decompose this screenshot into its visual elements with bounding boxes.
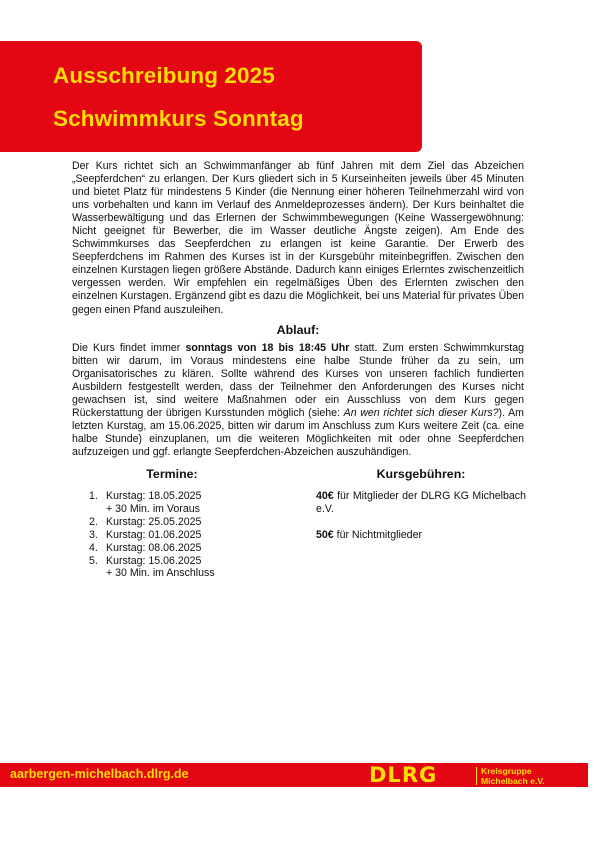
fee-label: für Nichtmitglieder	[333, 528, 422, 541]
details-section	[72, 467, 524, 607]
ablauf-text: statt. Zum ersten Schwimmkurstag bitten wir darum, im Voraus mindestens eine halbe Stunde früher da zu sein, um Organisatorisches zu klären. Sollte während des Kurses von unseren fachlich fundierten Ausbildern festgestellt werden, dass der Teilnehmer den Anforderungen des Kurses nicht gewachsen ist, sind weitere Maßnahmen oder ein Ausschluss von dem Kurs gegen Rückerstattung der übrigen Kursstunden möglich (siehe:	[72, 341, 525, 419]
ablauf-text: Die Kurs findet immer	[72, 341, 186, 354]
intro-paragraph: Der Kurs richtet sich an Schwimmanfänger ab fünf Jahren mit dem Ziel das Abzeichen „Seepferdchen“ zu erlangen. Der Kurs gliedert sich in 5 Kurseinheiten jeweils über 45 Minuten und bietet Platz für mindestens 5 Kinder (die Nennung einer höheren Teilnehmerzahl wird von uns vorbehalten und kann im Verlauf des Anmeldeprozesses ändern). Der Kurs beinhaltet die Wasserbewältigung und das Erlernen der Schwimmbewegungen (Keine Wassergewöhnung: Nicht geeignet für Bewerber, die im Wasser deutliche Ängste zeigen). Am Ende des Schwimmkurses das Seepferdchen zu erlangen ist keine Garantie. Der Erwerb des Seepferdchens im Rahmen des Kurses ist in der Kursgebühr miteinbegriffen. Zwischen den einzelnen Kurstagen liegen größere Abstände. Dadurch kann einiges Erlerntes zwischenzeitlich vergessen werden. Wir empfehlen ein regelmäßiges Üben des Erlernten zwischen den einzelnen Kurstagen. Ergänzend gibt es dazu die Möglichkeit, bei uns Material für privates Üben gegen einen Pfand auszuleihen.	[72, 160, 524, 316]
item-note: + 30 Min. im Voraus	[106, 502, 200, 515]
org-line-1: Kreisgruppe	[481, 766, 532, 776]
ablauf-paragraph	[72, 342, 524, 459]
termine-heading: Termine:	[146, 466, 198, 481]
website-link[interactable]: aarbergen-michelbach.dlrg.de	[10, 767, 189, 781]
fee-price: 50€	[316, 528, 334, 541]
document-body	[72, 160, 524, 607]
gebuehren-heading: Kursgebühren:	[376, 466, 466, 481]
list-item	[72, 529, 272, 542]
fee-price: 40€	[316, 489, 334, 502]
ablauf-text: ). Am letzten Kurstag, am 15.06.2025, bitten wir darum im Anschluss zum Kurs weitere Zeit (ca. eine halbe Stunde) einzuplanen, um die weiteren Möglichkeiten mit oder ohne Seepferdchen aufzuzeigen und ggf. erlangte Seepferdchen-Abzeichen auszuhändigen.	[72, 406, 524, 458]
item-number: 3.	[89, 528, 98, 541]
termine-list	[72, 490, 272, 580]
course-time: sonntags von 18 bis 18:45 Uhr	[185, 341, 350, 354]
termine-section	[72, 467, 272, 580]
list-item	[72, 490, 272, 516]
fee-members	[316, 490, 526, 516]
item-label: Kurstag: 15.06.2025	[106, 554, 202, 567]
item-label: Kurstag: 18.05.2025	[106, 489, 202, 502]
logo-divider	[476, 767, 477, 785]
list-item	[72, 542, 272, 555]
org-line-2: Michelbach e.V.	[481, 776, 545, 786]
fee-label: für Mitglieder der DLRG KG Michelbach e.V.	[316, 489, 526, 515]
item-number: 1.	[89, 489, 98, 502]
document-title: Ausschreibung 2025	[53, 63, 275, 88]
title-banner	[0, 41, 422, 152]
footer-bar	[0, 763, 588, 787]
ablauf-heading: Ablauf:	[276, 322, 320, 337]
item-number: 5.	[89, 554, 98, 567]
item-label: Kurstag: 01.06.2025	[106, 528, 202, 541]
fee-non-members	[316, 529, 526, 542]
logo-org-name	[481, 766, 545, 786]
reference-link-text: An wen richtet sich dieser Kurs?	[343, 406, 499, 419]
list-item	[72, 555, 272, 581]
logo-wordmark: DLRG	[369, 763, 438, 787]
gebuehren-section	[316, 467, 526, 542]
item-label: Kurstag: 08.06.2025	[106, 541, 202, 554]
list-item	[72, 516, 272, 529]
item-note: + 30 Min. im Anschluss	[106, 567, 215, 580]
item-number: 4.	[89, 541, 98, 554]
item-number: 2.	[89, 515, 98, 528]
item-label: Kurstag: 25.05.2025	[106, 515, 202, 528]
document-subtitle: Schwimmkurs Sonntag	[53, 106, 304, 131]
